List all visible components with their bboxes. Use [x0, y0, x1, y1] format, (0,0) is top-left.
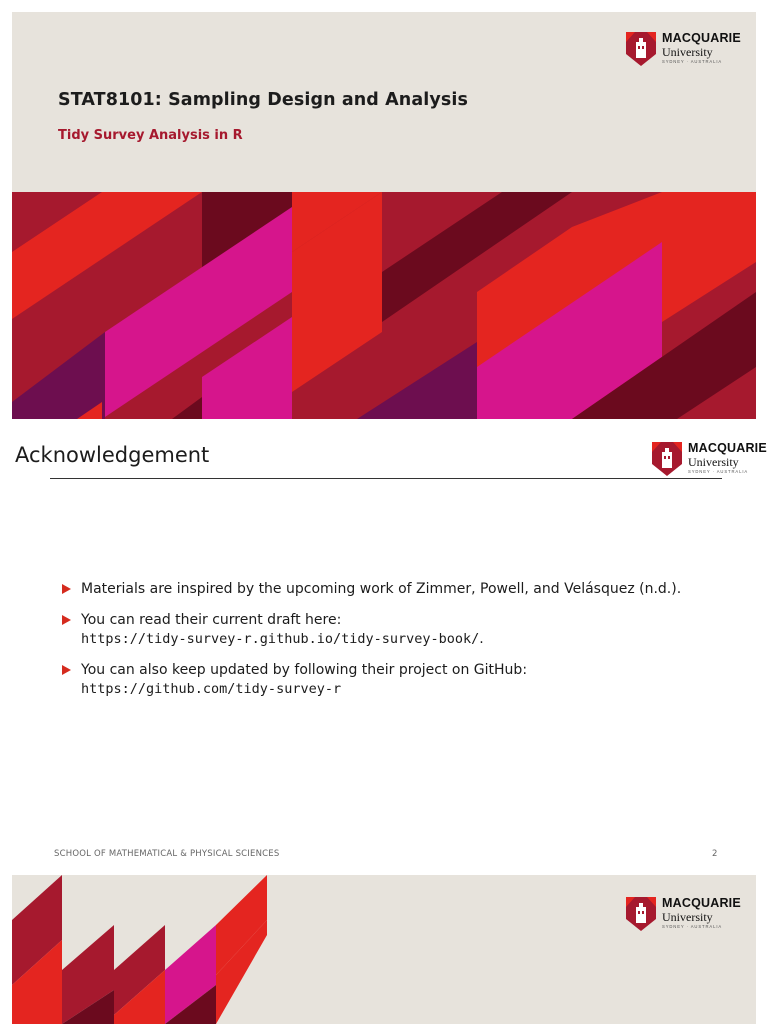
triangle-bullet-icon — [62, 665, 71, 675]
triangle-bullet-icon — [62, 615, 71, 625]
slide-footer: SCHOOL OF MATHEMATICAL & PHYSICAL SCIENCES — [54, 849, 280, 859]
github-link[interactable]: https://github.com/tidy-survey-r — [81, 681, 342, 697]
university-shield-icon — [652, 442, 682, 476]
logo-tagline: SYDNEY · AUSTRALIA — [662, 58, 723, 64]
book-link[interactable]: https://tidy-survey-r.github.io/tidy-survey-book/ — [81, 631, 480, 647]
logo-tagline: SYDNEY · AUSTRALIA — [688, 468, 749, 474]
bullet-list — [60, 580, 740, 711]
macquarie-logo — [626, 32, 741, 66]
link-suffix: . — [479, 631, 484, 647]
macquarie-logo — [652, 442, 767, 476]
title-slide — [12, 12, 756, 419]
logo-subword: University — [688, 454, 739, 469]
macquarie-logo — [626, 897, 741, 931]
university-shield-icon — [626, 897, 656, 931]
list-item — [60, 661, 740, 699]
content-slide — [12, 430, 767, 863]
logo-wordmark: MACQUARIE — [688, 441, 767, 455]
title-divider — [50, 478, 722, 479]
university-shield-icon — [626, 32, 656, 66]
bullet-text: Materials are inspired by the upcoming work of Zimmer, Powell, and Velásquez (n.d.). — [81, 581, 682, 597]
triangle-bullet-icon — [62, 584, 71, 594]
logo-subword: University — [662, 909, 713, 924]
frame-title: Acknowledgement — [15, 443, 210, 467]
bullet-text: You can read their current draft here: — [81, 612, 342, 628]
logo-wordmark: MACQUARIE — [662, 896, 741, 910]
bullet-text: You can also keep updated by following their project on GitHub: — [81, 662, 528, 678]
decorative-stripe-pattern — [12, 875, 282, 1024]
logo-wordmark: MACQUARIE — [662, 31, 741, 45]
logo-tagline: SYDNEY · AUSTRALIA — [662, 923, 723, 929]
list-item — [60, 580, 740, 599]
page-number: 2 — [712, 849, 718, 859]
list-item — [60, 611, 740, 649]
next-slide-partial — [12, 875, 756, 1024]
presentation-subtitle: Tidy Survey Analysis in R — [58, 128, 243, 143]
logo-subword: University — [662, 44, 713, 59]
presentation-title: STAT8101: Sampling Design and Analysis — [58, 90, 468, 110]
decorative-stripe-pattern — [12, 192, 756, 419]
